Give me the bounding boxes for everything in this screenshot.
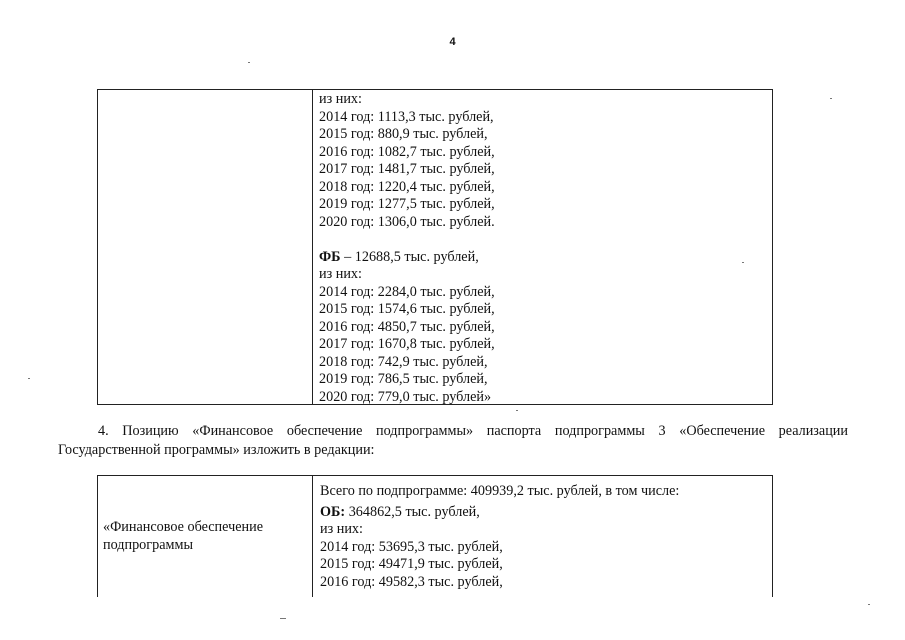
fb-total-value: – 12688,5 тыс. рублей, [340, 248, 479, 265]
scan-speck [868, 604, 870, 605]
row-title [103, 518, 263, 554]
table-left-cell [98, 476, 313, 597]
ob-total-line [320, 504, 772, 522]
scan-speck [516, 410, 518, 411]
line-ob-2016: 2016 год: 1082,7 тыс. рублей, [319, 143, 495, 160]
fb-label: ФБ [319, 248, 341, 265]
table-left-cell-empty [98, 90, 313, 404]
line-fb-2020: 2020 год: 779,0 тыс. рублей» [319, 388, 492, 405]
table-right-cell [313, 476, 772, 597]
table-right-cell [313, 90, 772, 404]
financing-table-new [97, 475, 773, 597]
line-fb-2018: 2018 год: 742,9 тыс. рублей, [319, 353, 488, 370]
financing-table-continued [97, 89, 773, 405]
scan-speck [280, 618, 286, 619]
line-ob-2020: 2020 год: 1306,0 тыс. рублей. [319, 213, 495, 230]
line-2015: 2015 год: 49471,9 тыс. рублей, [320, 556, 503, 572]
line-2016: 2016 год: 49582,3 тыс. рублей, [320, 573, 503, 590]
line-ob-2014: 2014 год: 1113,3 тыс. рублей, [319, 108, 494, 125]
line-ob-2015: 2015 год: 880,9 тыс. рублей, [319, 126, 488, 142]
instruction-paragraph: 4. Позицию «Финансовое обеспечение подпрограммы» паспорта подпрограммы 3 «Обеспечение реализации Государственной программы» изложить в редакции: [58, 423, 848, 458]
line-ob-2017: 2017 год: 1481,7 тыс. рублей, [319, 161, 495, 177]
line-iz-nih-ob: из них: [319, 91, 362, 107]
scan-speck [248, 62, 250, 63]
line-iz-nih: из них: [320, 521, 363, 537]
row-title-line2: подпрограммы [103, 537, 193, 553]
total-line: Всего по подпрограмме: 409939,2 тыс. рублей, в том числе: [320, 483, 680, 499]
line-fb-2016: 2016 год: 4850,7 тыс. рублей, [319, 318, 495, 335]
line-fb-2015: 2015 год: 1574,6 тыс. рублей, [319, 301, 495, 317]
line-fb-2017: 2017 год: 1670,8 тыс. рублей, [319, 336, 495, 352]
row-title-line1: «Финансовое обеспечение [103, 519, 264, 535]
line-fb-2019: 2019 год: 786,5 тыс. рублей, [319, 371, 488, 387]
page-number: 4 [449, 36, 456, 48]
line-2014: 2014 год: 53695,3 тыс. рублей, [320, 538, 503, 555]
line-ob-2018: 2018 год: 1220,4 тыс. рублей, [319, 178, 495, 195]
scan-speck [830, 98, 832, 99]
scan-speck [28, 378, 30, 379]
line-ob-2019: 2019 год: 1277,5 тыс. рублей, [319, 196, 495, 212]
line-iz-nih-fb: из них: [319, 266, 362, 282]
ob-label: ОБ: [320, 503, 346, 520]
fb-total-line [319, 249, 772, 267]
ob-total-value: 364862,5 тыс. рублей, [345, 503, 480, 520]
scan-speck [742, 262, 744, 263]
line-fb-2014: 2014 год: 2284,0 тыс. рублей, [319, 283, 495, 300]
